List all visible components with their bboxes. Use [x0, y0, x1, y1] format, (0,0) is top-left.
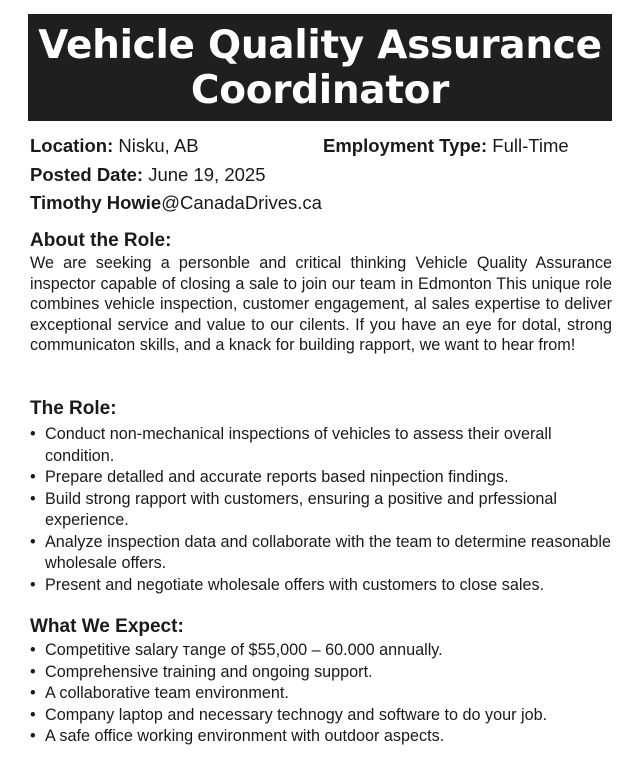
expect-list	[30, 640, 614, 748]
posted-date-label: Posted Date:	[30, 164, 144, 185]
role-heading: The Role:	[30, 398, 117, 419]
role-list	[30, 424, 614, 596]
list-item: • A safe office working environment with outdoor aspects.	[30, 726, 614, 748]
location-value: Nisku, AB	[118, 135, 199, 156]
list-item: • Conduct non-mechanical inspections of vehicles to assess their overall condition.	[30, 424, 614, 467]
contact-row	[30, 191, 322, 215]
location-label: Location:	[30, 135, 114, 156]
job-title-line-1: Vehicle Quality Assurance	[38, 22, 602, 68]
employment-type-row	[323, 134, 569, 158]
job-title-line-2: Coordinator	[190, 67, 450, 113]
about-paragraph: We are seeking a personble and critical thinking Vehicle Quality Assurance inspector capable of closing a sale to join our team in Edmonton This unique role combines vehicle inspection, customer engagement, al sales expertise to deliver exceptional service and value to our cilents. If you have an eye for dotal, strong communicaton skills, and a knack for building rapport, we want to hear from!	[30, 254, 612, 355]
employment-type-label: Employment Type:	[323, 135, 488, 156]
job-title-banner	[28, 14, 612, 121]
location-row	[30, 134, 199, 158]
about-heading: About the Role:	[30, 230, 172, 251]
expect-heading: What We Expect:	[30, 616, 184, 637]
contact-email: @CanadaDrives.ca	[161, 192, 322, 213]
list-item: • Present and negotiate wholesale offers with customers to close sales.	[30, 575, 614, 597]
employment-type-value: Full-Time	[492, 135, 569, 156]
list-item: • Prepare detalled and accurate reports based ninpection findings.	[30, 467, 614, 489]
list-item: • Build strong rapport with customers, ensuring a positive and prfessional experience.	[30, 489, 614, 532]
posted-date-value: June 19, 2025	[148, 164, 266, 185]
contact-name: Timothy Howie	[30, 192, 162, 213]
list-item: • Competitive salary тange of $55,000 – 60.000 annually.	[30, 640, 614, 662]
list-item: • Analyze inspection data and collaborate with the team to determine reasonable wholesale offers.	[30, 532, 614, 575]
list-item: • Company laptop and necessary technogy and software to do your job.	[30, 705, 614, 727]
posted-date-row	[30, 163, 266, 187]
list-item: • A collaborative team environment.	[30, 683, 614, 705]
list-item: • Comprehensive training and ongoing support.	[30, 662, 614, 684]
